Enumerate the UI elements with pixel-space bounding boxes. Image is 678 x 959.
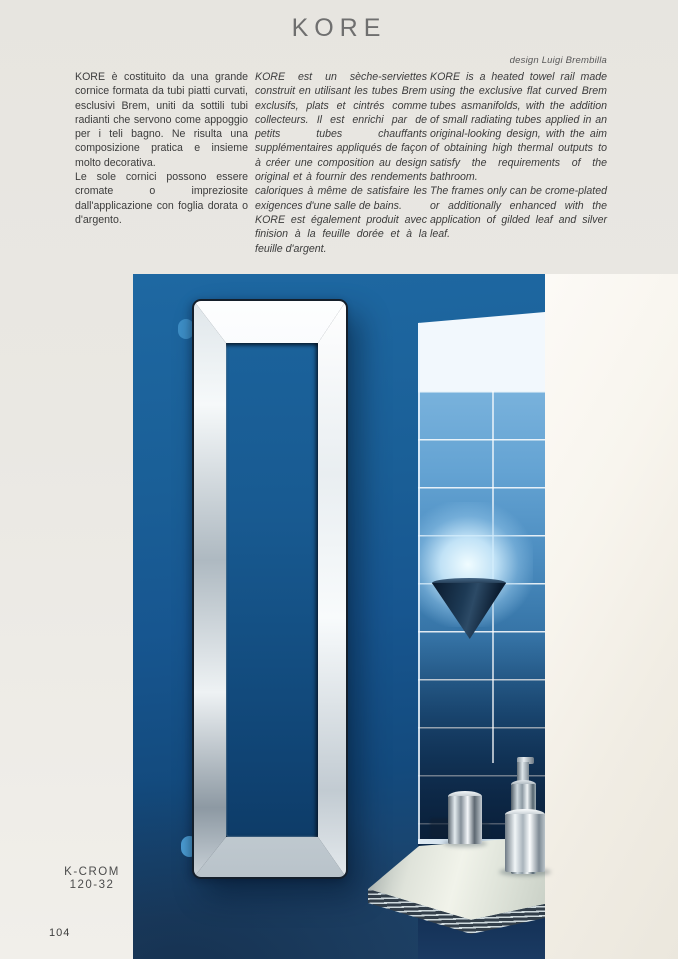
description-french (255, 70, 427, 256)
frame-opening (226, 343, 318, 837)
design-credit: design Luigi Brembilla (509, 55, 607, 66)
mirror-left-edge (418, 321, 420, 844)
product-code-model: K-CROM (64, 866, 120, 878)
paragraph: Le sole cornici possono essere cromate o impreziosite dall'applicazione con foglia dorata o d'argento. (75, 171, 248, 226)
paragraph: KORE est un sèche-serviettes construit en utilisant les tubes Brem exclusifs, plats et cintrés comme collecteurs. Il est enrichi par de petits tubes chauffants supplémentaires appliqués de façon à créer une composition au design original et à fournir des rendements caloriques à même de satisfaire les exigences d'une salle de bains. (255, 71, 427, 212)
frame-chrome-faces (194, 301, 346, 877)
chrome-canister-large (505, 814, 545, 872)
paragraph: KORE est également produit avec finision à la feuille dorée et à la feuille d'argent. (255, 213, 427, 255)
paragraph: The frames only can be crome-plated or additionally enhanced with the application of gilded leaf and silver leaf. (430, 185, 607, 241)
chrome-canister-small (448, 796, 482, 844)
description-english (430, 70, 607, 242)
page-number: 104 (49, 927, 71, 939)
paragraph: KORE è costituito da una grande cornice formata da tubi piatti curvati, esclusivi Brem, uniti da sottili tubi radianti che servono come appoggio per i teli bagno. Ne risulta una composizione pratica e insieme molto decorativa. (75, 71, 248, 169)
towel-rail-frame (192, 299, 348, 879)
paragraph: KORE is a heated towel rail made using the exclusive flat curved Brem tubes asmanifolds, with the addition of small radiating tubes applied in an original-looking design, with the aim of obtaining high thermal outputs to satisfy the requirements of the bathroom. (430, 71, 607, 184)
description-italian (75, 70, 248, 227)
product-photo (133, 274, 678, 959)
product-code (60, 866, 124, 891)
white-wall (545, 274, 678, 959)
product-code-size: 120-32 (69, 878, 115, 891)
page-title: KORE (291, 14, 387, 42)
